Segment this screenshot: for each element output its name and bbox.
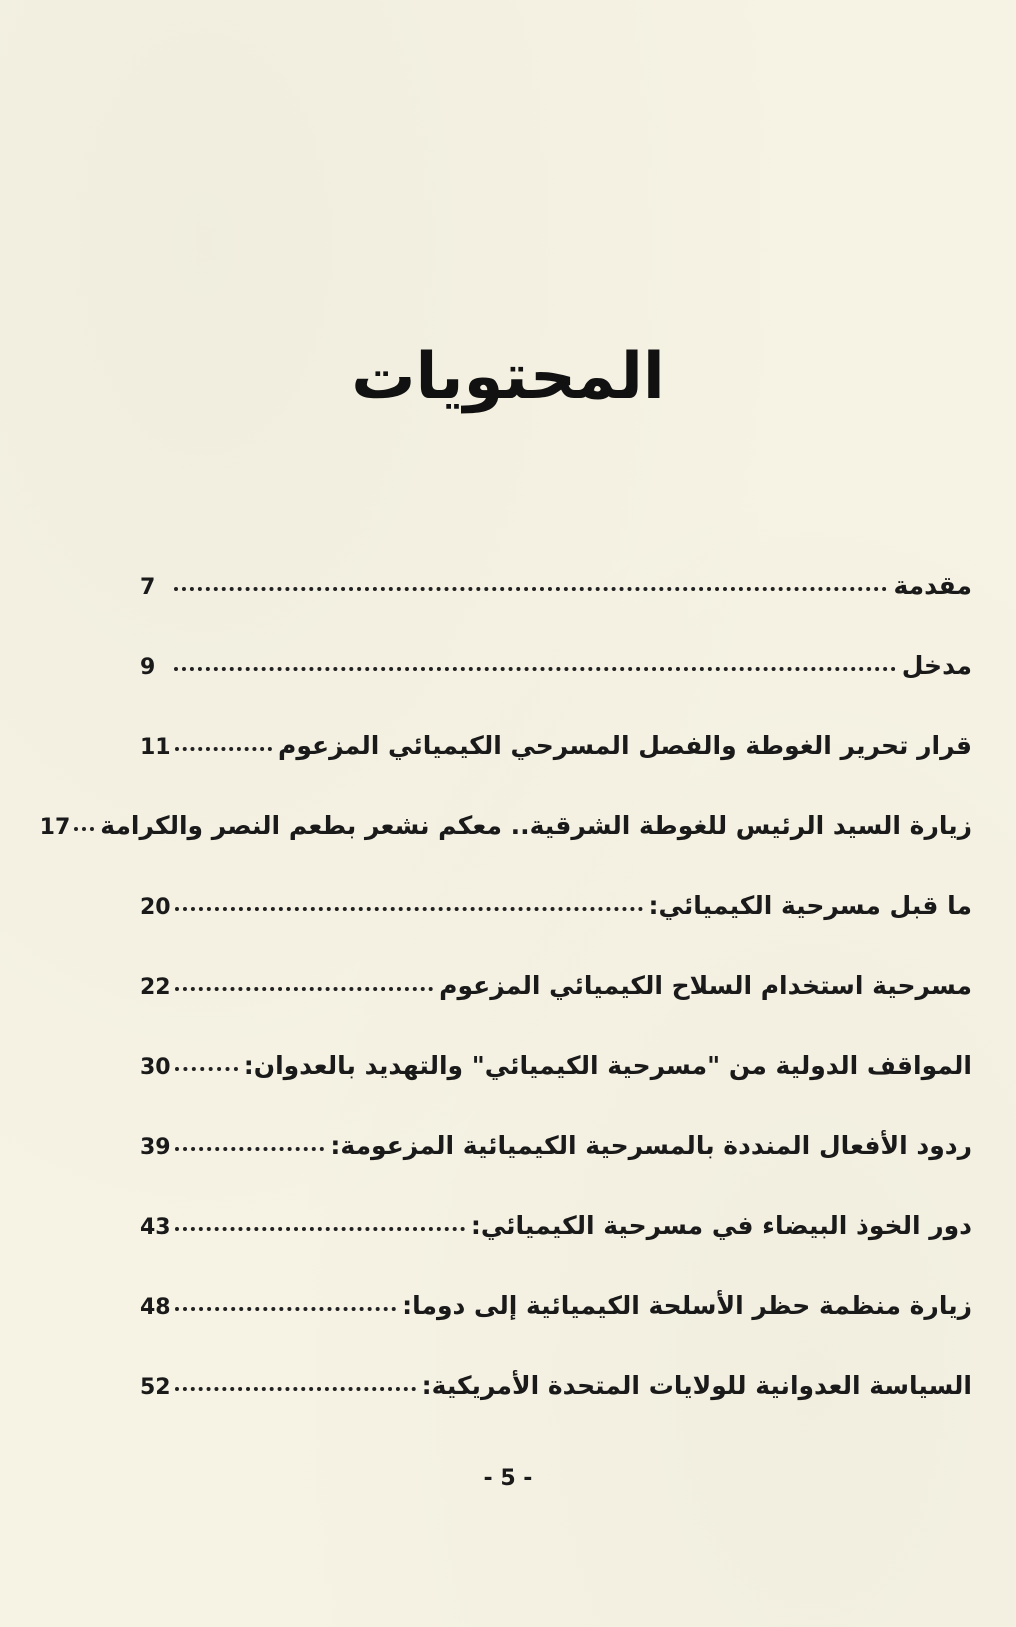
toc-entry-page: 7	[140, 575, 156, 600]
dot-leader	[174, 587, 887, 591]
toc-entry	[140, 520, 972, 600]
toc-entry	[140, 1160, 972, 1240]
toc-entry	[140, 840, 972, 920]
toc-entry	[140, 600, 972, 680]
toc-entry-label: مسرحية استخدام السلاح الكيميائي المزعوم	[439, 971, 972, 1000]
toc-entry-page: 20	[140, 895, 171, 920]
dot-leader	[175, 1147, 325, 1151]
dot-leader	[175, 1387, 416, 1391]
toc-entry-label: ردود الأفعال المنددة بالمسرحية الكيميائية المزعومة:	[330, 1131, 972, 1160]
toc-entry-label: زيارة السيد الرئيس للغوطة الشرقية.. معكم نشعر بطعم النصر والكرامة	[100, 811, 972, 840]
toc-entry-label: زيارة منظمة حظر الأسلحة الكيميائية إلى دوما:	[402, 1291, 972, 1320]
table-of-contents	[39, 520, 972, 1400]
toc-entry-label: ما قبل مسرحية الكيميائي:	[648, 891, 972, 920]
toc-entry-page: 52	[140, 1375, 171, 1400]
page-title: المحتويات	[351, 340, 665, 414]
toc-entry-label: السياسة العدوانية للولايات المتحدة الأمريكية:	[421, 1371, 972, 1400]
toc-entry-page: 17	[39, 815, 71, 840]
dot-leader	[175, 1307, 397, 1311]
dot-leader	[175, 747, 272, 751]
toc-entry	[140, 920, 972, 1000]
toc-entry-page: 22	[140, 975, 171, 1000]
toc-entry-page: 43	[140, 1215, 171, 1240]
dot-leader	[174, 667, 896, 671]
dot-leader	[175, 1227, 465, 1231]
toc-entry-label: دور الخوذ البيضاء في مسرحية الكيميائي:	[470, 1211, 972, 1240]
toc-entry	[140, 1320, 972, 1400]
toc-entry	[140, 1080, 972, 1160]
toc-entry-page: 39	[140, 1135, 171, 1160]
toc-entry-label: مدخل	[901, 651, 972, 680]
toc-entry	[140, 1240, 972, 1320]
toc-entry-page: 30	[140, 1055, 171, 1080]
toc-entry-page: 9	[140, 655, 156, 680]
dot-leader	[175, 907, 643, 911]
toc-entry	[39, 760, 972, 840]
toc-entry-page: 11	[140, 735, 171, 760]
dot-leader	[175, 987, 434, 991]
toc-entry-label: قرار تحرير الغوطة والفصل المسرحي الكيميائي المزعوم	[278, 731, 972, 760]
toc-entry	[140, 1000, 972, 1080]
toc-entry-label: مقدمة	[893, 571, 972, 600]
dot-leader	[74, 827, 94, 831]
dot-leader	[175, 1067, 238, 1071]
page-number: - 5 -	[483, 1466, 533, 1491]
toc-entry	[140, 680, 972, 760]
toc-entry-label: المواقف الدولية من "مسرحية الكيميائي" والتهديد بالعدوان:	[243, 1051, 972, 1080]
toc-entry-page: 48	[140, 1295, 171, 1320]
